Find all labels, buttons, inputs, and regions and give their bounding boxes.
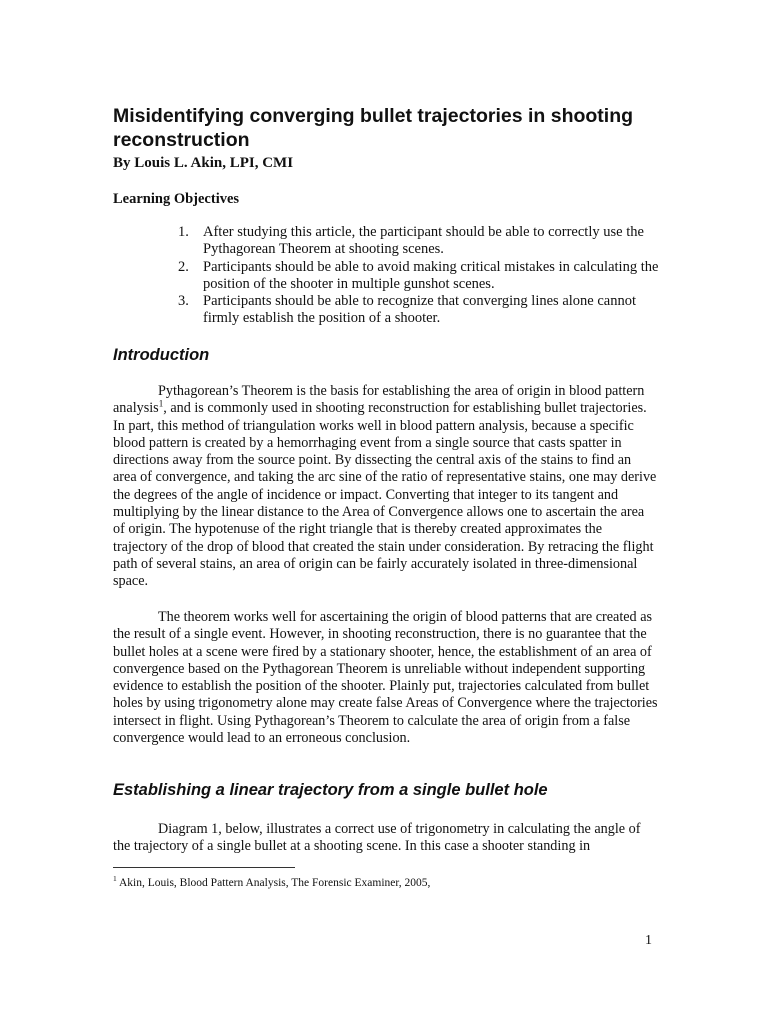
objective-text: Participants should be able to recognize that converging lines alone cannot firmly establish the position of a shooter. xyxy=(203,293,636,327)
introduction-paragraph-1 xyxy=(113,383,658,591)
objective-number: 3. xyxy=(178,293,189,310)
page-number: 1 xyxy=(645,933,652,948)
objective-item xyxy=(178,224,668,259)
introduction-paragraph-2: The theorem works well for ascertaining the origin of blood patterns that are created as the result of a single event. However, in shooting reconstruction, there is no guarantee that the bullet holes at a scene were fired by a stationary shooter, hence, the establishment of an area of convergence based on the Pythagorean Theorem is unreliable without independent supporting evidence to establish the position of the shooter. Plainly put, trajectories calculated from bullet holes by using trigonometry alone may create false Areas of Convergence where the trajectories intersect in flight. Using Pythagorean’s Theorem to calculate the area of origin from a false convergence would lead to an erroneous conclusion. xyxy=(113,609,658,747)
footnote-text: Akin, Louis, Blood Pattern Analysis, The Forensic Examiner, 2005, xyxy=(116,877,431,889)
learning-objectives-list xyxy=(178,224,668,328)
objective-number: 2. xyxy=(178,258,189,275)
section-paragraph-1: Diagram 1, below, illustrates a correct use of trigonometry in calculating the angle of the trajectory of a single bullet at a shooting scene. In this case a shooter standing in xyxy=(113,821,641,855)
introduction-heading: Introduction xyxy=(113,346,210,364)
footnote-divider xyxy=(113,867,295,868)
learning-objectives-heading: Learning Objectives xyxy=(113,191,240,207)
footnote-mark: 1 xyxy=(113,874,117,884)
section-heading-linear-trajectory: Establishing a linear trajectory from a single bullet hole xyxy=(113,781,548,799)
objective-number: 1. xyxy=(178,224,189,240)
footnote xyxy=(113,876,430,890)
intro-text-before-ref: Pythagorean’s Theorem is the basis for establishing the area of origin in blood pattern analysis xyxy=(113,383,645,417)
objective-item xyxy=(178,293,668,328)
intro-text-after-ref: , and is commonly used in shooting reconstruction for establishing bullet trajectories. In part, this method of triangulation works well in blood pattern analysis, because a specific blood pattern is created by a hemorrhaging event from a single source that casts spatter in directions away from the source point. By dissecting the central axis of the stains to find an area of convergence, and taking the arc sine of the ratio of representative stains, one may derive the degrees of the angle of incidence or impact. Converting that integer to its tangent and multiplying by the linear distance to the Area of Convergence allows one to ascertain the area of origin. The hypotenuse of the right triangle that is thereby created approximates the trajectory of the drop of blood that created the stain under consideration. By retracing the flight path of several stains, an area of origin can be fairly accurately isolated in three-dimensional space. xyxy=(113,400,657,590)
objective-text: After studying this article, the participant should be able to correctly use the Pythagorean Theorem at shooting scenes. xyxy=(203,224,644,258)
objective-text: Participants should be able to avoid making critical mistakes in calculating the position of the shooter in multiple gunshot scenes. xyxy=(203,258,659,292)
author-byline: By Louis L. Akin, LPI, CMI xyxy=(113,155,294,171)
footnote-reference: 1 xyxy=(158,398,164,409)
objective-item xyxy=(178,259,668,294)
article-title: Misidentifying converging bullet trajectories in shooting reconstruction xyxy=(113,105,634,151)
